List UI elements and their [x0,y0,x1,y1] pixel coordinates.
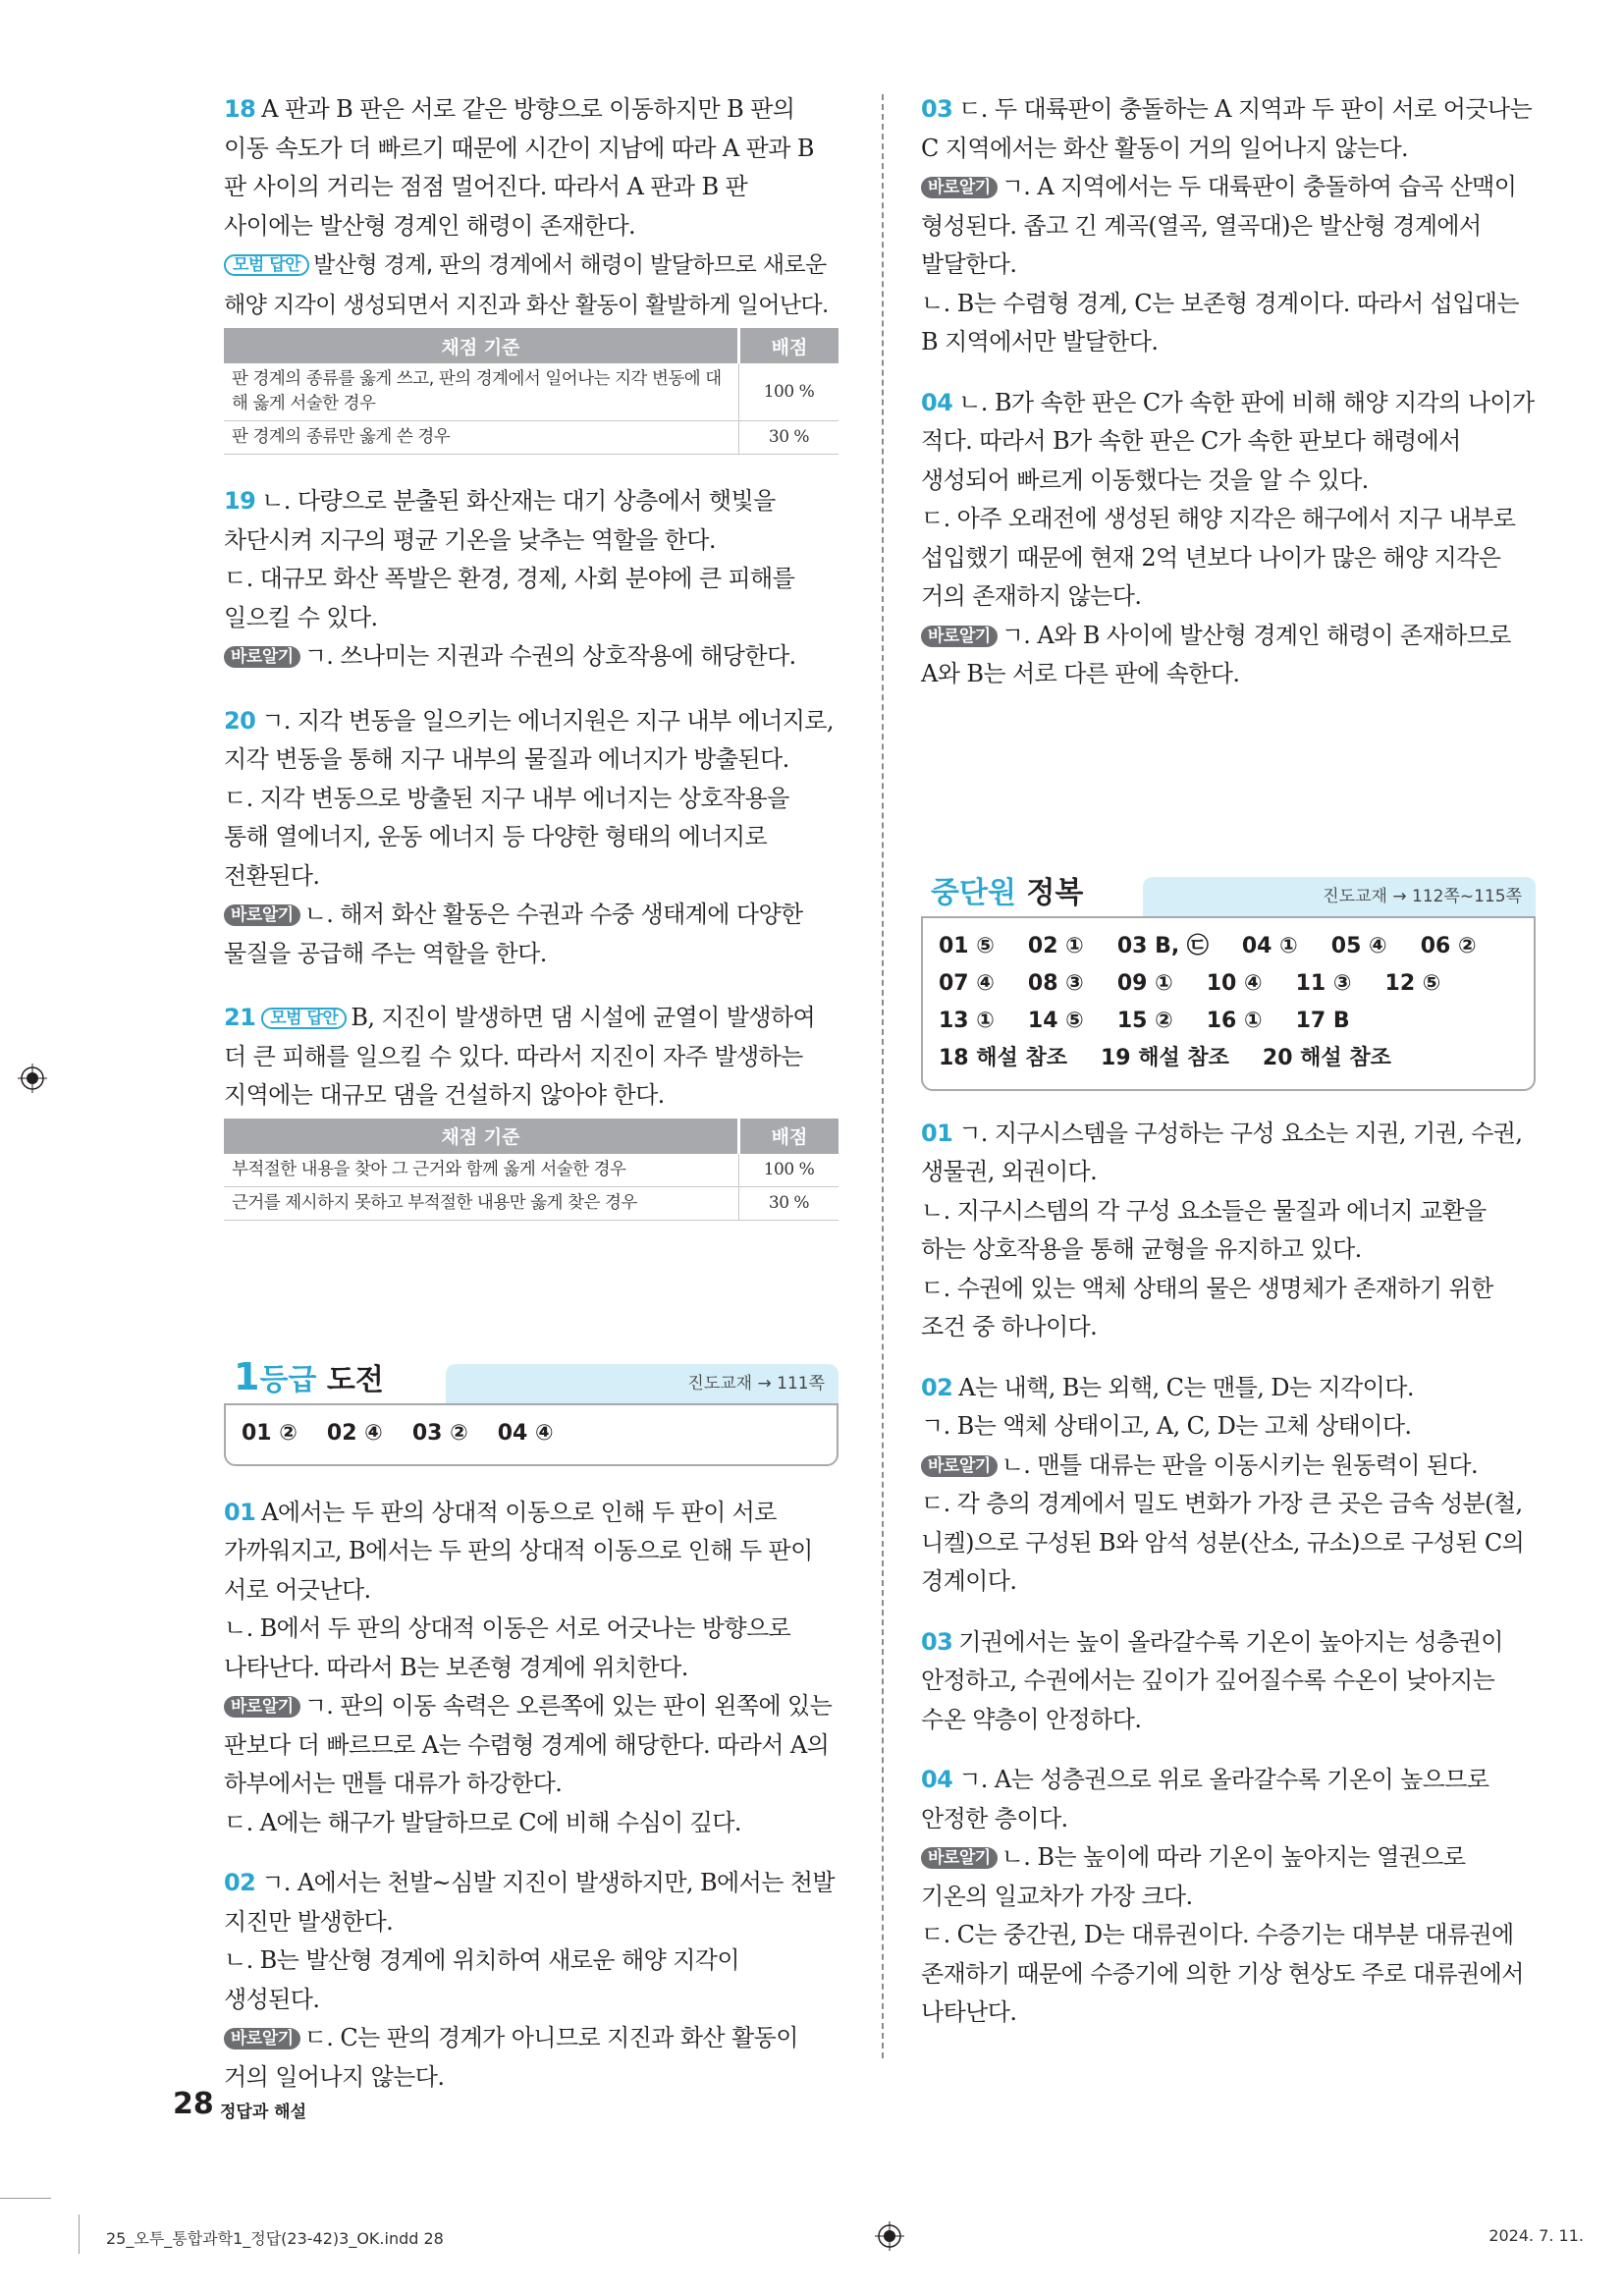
question-number: 01 [224,1498,256,1526]
mastery-section [921,871,1536,1091]
page-reference: 진도교재 → 112쪽~115쪽 [1323,886,1522,906]
answer-item: 07 ④ [939,970,995,996]
question-number: 04 [921,388,953,416]
title-grade-number: 1 [234,1354,260,1398]
explanation-text: ㄷ. 각 층의 경계에서 밀도 변화가 가장 큰 곳은 금속 성분(철, 니켈)으로 구성된 B와 암석 성분(산소, 규소)으로 구성된 C의 경계이다. [921,1490,1525,1595]
table-header-criteria: 채점 기준 [224,328,739,363]
mastery-02 [921,1369,1536,1602]
answer-item: 02 ① [1027,933,1084,958]
scoring-table-21 [224,1119,839,1221]
table-header-points: 배점 [739,1119,839,1154]
correction-text: ㄷ. C는 판의 경계가 아니므로 지진과 화산 활동이 거의 일어나지 않는다. [224,2024,798,2091]
answer-item: 03 B, ㉢ [1116,933,1209,958]
challenge-header [224,1354,839,1403]
correction-text: ㄴ. 해저 화산 활동은 수권과 수중 생태계에 다양한 물질을 공급해 주는 역할을 한다. [224,901,803,967]
explanation-text: ㄴ. B는 발산형 경계에 위치하여 새로운 해양 지각이 생성된다. [224,1946,739,2013]
explanation-text: A 판과 B 판은 서로 같은 방향으로 이동하지만 B 판의 이동 속도가 더 빠르기 때문에 시간이 지남에 따라 A 판과 B 판 사이의 거리는 점점 멀어진다. 따라서 A 판과 B 판 사이에는 발산형 경계인 해령이 존재한다. [224,95,814,240]
answer-item: 08 ③ [1027,970,1084,996]
answer-item: 06 ② [1420,933,1477,958]
correction-text: ㄴ. B는 높이에 따라 기온이 높아지는 열권으로 기온의 일교차가 가장 크다. [921,1843,1466,1910]
title-grade: 등급 [259,1362,317,1397]
criteria-cell: 부적절한 내용을 찾아 그 근거와 함께 옳게 서술한 경우 [224,1154,739,1187]
answer-item: 01 ⑤ [939,933,995,958]
challenge-section [224,1354,839,1466]
title-blue: 중단원 [931,875,1016,910]
explanation-text: ㄴ. B가 속한 판은 C가 속한 판에 비해 해양 지각의 나이가 적다. 따라서 B가 속한 판은 C가 속한 판보다 해령에서 생성되어 빠르게 이동했다는 것을 알 수 있다. [921,388,1535,494]
explanation-text: ㄴ. 다량으로 분출된 화산재는 대기 상층에서 햇빛을 차단시켜 지구의 평균 기온을 낮추는 역할을 한다. [224,487,776,554]
answer-item: 14 ⑤ [1027,1008,1084,1033]
question-19 [224,482,839,677]
model-answer-text: 발산형 경계, 판의 경계에서 해령이 발달하므로 새로운 해양 지각이 생성되면서 지진과 화산 활동이 활발하게 일어난다. [224,252,829,318]
answer-item: 12 ⑤ [1384,970,1441,996]
correction-text: ㄴ. 맨틀 대류는 판을 이동시키는 원동력이 된다. [1001,1450,1479,1479]
answer-item: 03 ② [411,1420,468,1446]
correction-text: ㄱ. A 지역에서는 두 대륙판이 충돌하여 습곡 산맥이 형성된다. 좁고 긴 계곡(열곡, 열곡대)은 발산형 경계에서 발달한다. [921,173,1517,278]
answer-item: 19 해설 참조 [1100,1045,1229,1070]
explanation-text: ㄴ. B는 수렴형 경계, C는 보존형 경계이다. 따라서 섭입대는 B 지역에서만 발달한다. [921,289,1519,355]
title-rest: 정복 [1026,875,1084,910]
table-row [224,1186,839,1220]
explanation-text: ㄱ. 지구시스템을 구성하는 구성 요소는 지권, 기권, 수권, 생물권, 외권이다. [921,1119,1523,1185]
explanation-text: ㄱ. B는 액체 상태이고, A, C, D는 고체 상태이다. [921,1412,1412,1440]
answer-item: 11 ③ [1295,970,1352,996]
answer-box [224,1403,839,1466]
explanation-text: ㄱ. A에서는 천발~심발 지진이 발생하지만, B에서는 천발 지진만 발생한다. [224,1869,835,1936]
criteria-cell: 판 경계의 종류만 옳게 쓴 경우 [224,421,739,455]
correction-tag: 바로알기 [224,904,300,926]
answer-item: 20 해설 참조 [1262,1045,1391,1070]
explanation-text: ㄴ. 지구시스템의 각 구성 요소들은 물질과 에너지 교환을 하는 상호작용을 통해 균형을 유지하고 있다. [921,1196,1487,1263]
column-divider [882,94,884,2058]
question-number: 02 [921,1373,953,1401]
reference-bar [1143,877,1536,916]
answer-item: 13 ① [939,1008,995,1033]
correction-tag: 바로알기 [921,626,998,647]
answer-item: 04 ④ [497,1420,554,1446]
question-21 [224,999,839,1116]
section-title [921,871,1091,916]
crop-mark [0,2198,51,2199]
explanation-text: A는 내핵, B는 외핵, C는 맨틀, D는 지각이다. [958,1373,1414,1401]
table-row [224,363,839,421]
explanation-text: ㄷ. A에는 해구가 발달하므로 C에 비해 수심이 깊다. [224,1808,741,1836]
table-row [224,1154,839,1187]
explanation-text: ㄷ. 두 대륙판이 충돌하는 A 지역과 두 판이 서로 어긋나는 C 지역에서는 화산 활동이 거의 일어나지 않는다. [921,95,1533,162]
question-number: 21 [224,1004,256,1031]
answer-item: 09 ① [1116,970,1173,996]
page-label: 정답과 해설 [220,2103,307,2122]
model-answer-tag: 모범 답안 [261,1008,347,1029]
mastery-03 [921,1623,1536,1740]
correction-tag: 바로알기 [921,1455,998,1477]
challenge-04 [921,384,1536,694]
title-rest: 도전 [326,1362,384,1397]
registration-mark-icon [18,1064,47,1093]
question-number: 18 [224,95,256,123]
answer-item: 04 ① [1241,933,1298,958]
question-number: 01 [921,1119,953,1147]
explanation-text: ㄷ. C는 중간권, D는 대류권이다. 수증기는 대부분 대류권에 존재하기 때문에 수증기에 의한 기상 현상도 주로 대류권에서 나타난다. [921,1921,1524,2026]
question-number: 02 [224,1869,256,1896]
answer-item: 02 ④ [326,1420,383,1446]
correction-text: ㄱ. A와 B 사이에 발산형 경계인 해령이 존재하므로 A와 B는 서로 다른 판에 속한다. [921,621,1511,687]
question-number: 03 [921,95,953,123]
file-slug: 25_오투_통합과학1_정답(23-42)3_OK.indd 28 [106,2229,444,2248]
question-number: 19 [224,487,256,515]
question-number: 04 [921,1766,953,1793]
scoring-table-18 [224,328,839,455]
points-cell: 100 % [739,1154,839,1187]
explanation-text: ㄴ. B에서 두 판의 상대적 이동은 서로 어긋나는 방향으로 나타난다. 따라서 B는 보존형 경계에 위치한다. [224,1614,791,1681]
right-column [921,90,1536,2033]
answer-item: 18 해설 참조 [939,1045,1067,1070]
question-number: 03 [921,1627,953,1656]
points-cell: 30 % [739,421,839,455]
table-header-criteria: 채점 기준 [224,1119,739,1154]
explanation-text: 기권에서는 높이 올라갈수록 기온이 높아지는 성층권이 안정하고, 수권에서는 깊이가 깊어질수록 수온이 낮아지는 수온 약층이 안정하다. [921,1627,1503,1733]
answer-item: 05 ④ [1330,933,1387,958]
correction-text: ㄱ. 판의 이동 속력은 오른쪽에 있는 판이 왼쪽에 있는 판보다 더 빠르므로 A는 수렴형 경계에 해당한다. 따라서 A의 하부에서는 맨틀 대류가 하강한다. [224,1692,833,1797]
challenge-03 [921,90,1536,362]
model-answer-text: B, 지진이 발생하면 댐 시설에 균열이 발생하여 더 큰 피해를 일으킬 수 있다. 따라서 지진이 자주 발생하는 지역에는 대규모 댐을 건설하지 않아야 한다. [224,1004,816,1109]
explanation-text: ㄷ. 대규모 화산 폭발은 환경, 경제, 사회 분야에 큰 피해를 일으킬 수 있다. [224,565,795,631]
page-reference: 진도교재 → 111쪽 [687,1373,825,1394]
answer-box [921,916,1536,1091]
answer-grid [939,928,1520,1077]
correction-tag: 바로알기 [224,2028,300,2050]
challenge-01 [224,1494,839,1843]
crop-mark [79,2214,80,2254]
mastery-01 [921,1115,1536,1347]
mastery-04 [921,1761,1536,2033]
explanation-text: ㄱ. 지각 변동을 일으키는 에너지원은 지구 내부 에너지로, 지각 변동을 통해 지구 내부의 물질과 에너지가 방출된다. [224,706,834,773]
mastery-header [921,871,1536,916]
answer-item: 01 ② [242,1420,298,1446]
table-row [224,421,839,455]
explanation-text: A에서는 두 판의 상대적 이동으로 인해 두 판이 서로 가까워지고, B에서는 두 판의 상대적 이동으로 인해 두 판이 서로 어긋난다. [224,1498,813,1604]
section-title [224,1354,392,1403]
question-18 [224,90,839,325]
explanation-text: ㄷ. 아주 오래전에 생성된 해양 지각은 해구에서 지구 내부로 섭입했기 때문에 현재 2억 년보다 나이가 많은 해양 지각은 거의 존재하지 않는다. [921,505,1516,610]
correction-tag: 바로알기 [224,1696,300,1718]
date-slug: 2024. 7. 11. [1488,2226,1584,2245]
answer-item: 16 ① [1206,1008,1263,1033]
model-answer-tag: 모범 답안 [224,254,309,276]
explanation-text: ㄷ. 지각 변동으로 방출된 지구 내부 에너지는 상호작용을 통해 열에너지, 운동 에너지 등 다양한 형태의 에너지로 전환된다. [224,784,789,890]
points-cell: 30 % [739,1186,839,1220]
explanation-text: ㄷ. 수권에 있는 액체 상태의 물은 생명체가 존재하기 위한 조건 중 하나이다. [921,1274,1493,1340]
question-number: 20 [224,706,256,735]
answer-item: 17 B [1295,1008,1350,1033]
explanation-text: ㄱ. A는 성층권으로 위로 올라갈수록 기온이 높으므로 안정한 층이다. [921,1766,1489,1832]
answer-item: 10 ④ [1206,970,1263,996]
registration-mark-icon [875,2221,904,2251]
criteria-cell: 근거를 제시하지 못하고 부적절한 내용만 옳게 찾은 경우 [224,1186,739,1220]
points-cell: 100 % [739,363,839,421]
answer-item: 15 ② [1116,1008,1173,1033]
challenge-02 [224,1864,839,2097]
criteria-cell: 판 경계의 종류를 옳게 쓰고, 판의 경계에서 일어나는 지각 변동에 대해 옳게 서술한 경우 [224,363,739,421]
correction-tag: 바로알기 [921,1847,998,1869]
correction-text: ㄱ. 쓰나미는 지권과 수권의 상호작용에 해당한다. [303,642,796,670]
correction-tag: 바로알기 [921,177,998,198]
page-number: 28 [173,2087,214,2121]
question-20 [224,702,839,974]
reference-bar [446,1364,839,1403]
correction-tag: 바로알기 [224,646,300,668]
left-column [224,90,839,2097]
table-header-points: 배점 [739,328,839,363]
